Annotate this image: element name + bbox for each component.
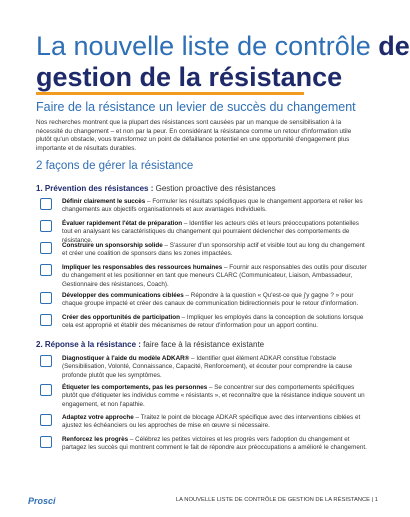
group-1-heading-bold: 1. Prévention des résistances : [36, 184, 154, 193]
item-text: – Traitez le point de blocage ADKAR spécifique avec des interventions ciblées et ajustez les échéanciers ou les approches de mise en œuvre si nécessaire. [62, 414, 361, 430]
item-title: Adaptez votre approche [62, 414, 134, 421]
title-line1-light: La nouvelle liste de contrôle [36, 31, 379, 61]
item-title: Renforcez les progrès [62, 436, 129, 443]
group-2-heading-rest: faire face à la résistance existante [140, 340, 265, 349]
checkbox[interactable] [40, 314, 52, 326]
section-heading: 2 façons de gérer la résistance [36, 160, 194, 172]
page-title [36, 31, 410, 93]
title-line2-text: gestion de la résistance [36, 62, 343, 92]
item-text: – S'assurer d'un sponsorship actif et visible tout au long du changement et créer une coalition de sponsors dans les zones impactées. [62, 242, 365, 258]
subtitle: Faire de la résistance un levier de succès du changement [36, 100, 356, 114]
checkbox[interactable] [40, 355, 52, 367]
item-title: Construire un sponsorship solide [62, 242, 163, 249]
item-text: – Identifier quel élément ADKAR constitue l'obstacle (Sensibilisation, Volonté, Connaissance, Capacité, Renforcement), et écouter pour comprendre la cause profonde plutôt que les symptômes. [62, 355, 353, 379]
item-text: – Répondre à la question « Qu'est-ce que j'y gagne ? » pour chaque groupe impacté et créer des canaux de communication bidirectionnels pour le retour d'information. [62, 292, 359, 308]
footer-text: LA NOUVELLE LISTE DE CONTRÔLE DE GESTION DE LA RÉSISTANCE | 1 [175, 497, 378, 503]
item-title: Définir clairement le succès [62, 198, 146, 205]
intro-paragraph: Nos recherches montrent que la plupart des résistances sont causées par un manque de sensibilisation à la nécessité du changement – et non par la peur. En considérant la résistance comme un retour d'information utile plutôt qu'un obstacle, vous transformez un point de défaillance potentiel en une opportunité d'engagement plus importante et de résultats durables. [36, 119, 352, 153]
item-text: – Impliquer les employés dans la conception de solutions lorsque cela est approprié et établir des mécanismes de retour d'information pour un apport continu. [62, 314, 364, 330]
item-text: – Fournir aux responsables des outils pour discuter du changement et les positionner en tant que meneurs CLARC (Communicateur, Liaison, Ambassadeur, Gestionnaire des résistances, Coach). [62, 264, 367, 288]
item-title: Développer des communications ciblées [62, 292, 184, 299]
item-text: – Célébrez les petites victoires et les progrès vers l'adoption du changement et partagez les succès qui montrent comment le fait de répondre aux préoccupations a amélioré le changement. [62, 436, 367, 452]
checkbox[interactable] [40, 292, 52, 304]
item-title: Diagnostiquer à l'aide du modèle ADKAR® [62, 355, 190, 362]
checkbox[interactable] [40, 436, 52, 448]
group-1-heading-rest: Gestion proactive des résistances [153, 184, 276, 193]
title-underline [36, 92, 304, 95]
checkbox[interactable] [40, 198, 52, 210]
checkbox[interactable] [40, 220, 52, 232]
checkbox[interactable] [40, 414, 52, 426]
item-text: – Identifier les acteurs clés et leurs préoccupations potentielles tout en analysant les caractéristiques du changement qui pourraient déclencher des comportements de résistance. [62, 220, 359, 244]
title-line2 [36, 61, 342, 93]
group-1-heading [36, 184, 276, 193]
prosci-logo: Prosci [28, 496, 56, 506]
item-title: Évaluer rapidement l'état de préparation [62, 220, 183, 227]
item-title: Créer des opportunités de participation [62, 314, 180, 321]
group-2-heading-bold: 2. Réponse à la résistance : [36, 340, 141, 349]
item-title: Étiqueter les comportements, pas les personnes [62, 384, 208, 391]
item-text: – Formuler les résultats spécifiques que le changement apportera et relier les changements aux objectifs organisationnels et aux avantages individuels. [62, 198, 363, 214]
checkbox[interactable] [40, 384, 52, 396]
group-2-heading [36, 340, 264, 349]
title-line1-bold: de [378, 31, 410, 61]
checkbox[interactable] [40, 242, 52, 254]
item-text: – Se concentrer sur des comportements spécifiques plutôt que d'étiqueter les individus comme « résistants », et reconnaître que la résistance indique souvent un engagement, et non l'apathie. [62, 384, 365, 408]
item-title: Impliquer les responsables des ressources humaines [62, 264, 223, 271]
checkbox[interactable] [40, 264, 52, 276]
